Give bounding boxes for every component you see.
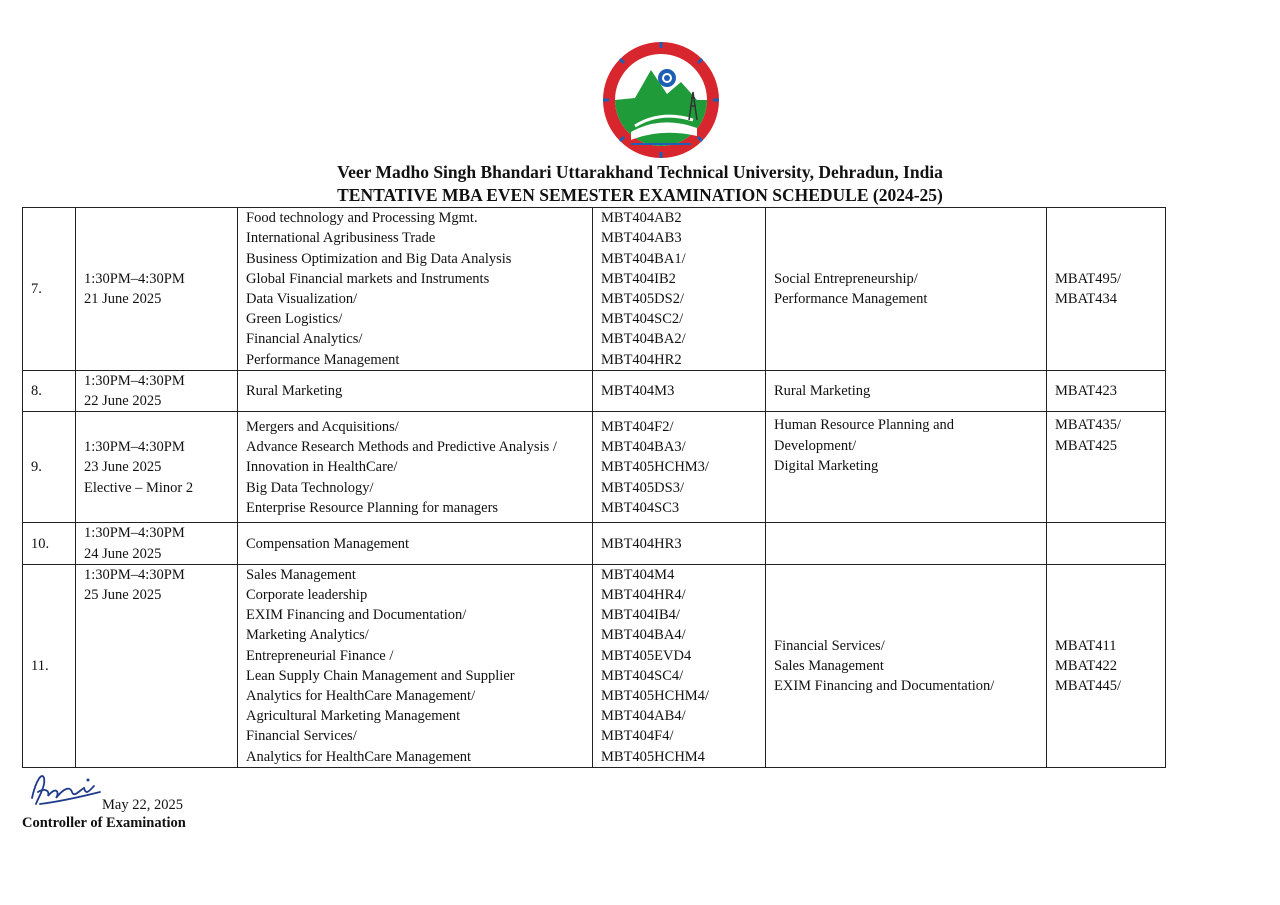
exam-date: 21 June 2025 xyxy=(84,291,162,307)
other-code: MBAT425 xyxy=(1055,437,1118,454)
serial-number: 10. xyxy=(23,523,76,564)
subject: Rural Marketing xyxy=(246,383,343,400)
serial-number: 9. xyxy=(23,412,76,523)
subject: Sales Management xyxy=(246,566,356,583)
subject-code: MBT404IB4/ xyxy=(601,607,680,624)
subject-code: MBT404AB3 xyxy=(601,230,682,247)
subject: Agricultural Marketing Management xyxy=(246,708,461,725)
subject-code: MBT404BA1/ xyxy=(601,250,686,267)
university-name: Veer Madho Singh Bhandari Uttarakhand Technical University, Dehradun, India xyxy=(337,162,943,182)
exam-time: 1:30PM–4:30PM xyxy=(84,439,185,456)
subject: Enterprise Resource Planning for managers xyxy=(246,499,499,516)
elective-note: Elective – Minor 2 xyxy=(84,479,194,496)
exam-date: 23 June 2025 xyxy=(84,459,162,476)
date-time-cell xyxy=(76,412,238,523)
subject: Big Data Technology/ xyxy=(246,479,374,496)
other-subjects-cell xyxy=(766,523,1047,564)
codes-cell xyxy=(593,564,766,767)
date-time-cell xyxy=(76,208,238,371)
subject-code: MBT404AB2 xyxy=(601,210,682,227)
subject: Food technology and Processing Mgmt. xyxy=(246,210,478,227)
exam-time: 1:30PM–4:30PM xyxy=(84,373,185,389)
subject: Data Visualization/ xyxy=(246,291,358,307)
other-code: MBAT423 xyxy=(1055,383,1118,400)
subject-code: MBT404SC4/ xyxy=(601,667,684,684)
other-code: MBAT495/ xyxy=(1055,270,1122,287)
subject: Lean Supply Chain Management and Supplier xyxy=(246,667,515,684)
subject-code: MBT404M3 xyxy=(601,383,675,400)
other-subject: Digital Marketing xyxy=(774,457,879,474)
subject-code: MBT405DS2/ xyxy=(601,291,684,307)
other-codes-cell xyxy=(1047,412,1166,523)
subject-code: MBT405HCHM4/ xyxy=(601,688,709,705)
serial-number: 8. xyxy=(23,371,76,412)
other-codes-cell xyxy=(1047,208,1166,371)
signature-date: May 22, 2025 xyxy=(102,797,183,813)
other-code: MBAT435/ xyxy=(1055,417,1122,434)
subject: Performance Management xyxy=(246,351,400,368)
subject-code: MBT404BA3/ xyxy=(601,439,686,456)
other-subjects-cell xyxy=(766,564,1047,767)
subject-code: MBT404SC3 xyxy=(601,499,680,516)
subject: Compensation Management xyxy=(246,535,410,552)
schedule-title: TENTATIVE MBA EVEN SEMESTER EXAMINATION SCHEDULE (2024-25) xyxy=(337,185,943,205)
other-subject: Performance Management xyxy=(774,291,928,307)
subject: Financial Services/ xyxy=(246,728,357,745)
signature-icon xyxy=(26,768,106,810)
table-row xyxy=(23,371,1166,412)
other-subject: Development/ xyxy=(774,437,857,454)
subject: Analytics for HealthCare Management xyxy=(246,748,472,765)
date-time-cell xyxy=(76,564,238,767)
serial-number: 11. xyxy=(23,564,76,767)
exam-date: 25 June 2025 xyxy=(84,587,162,604)
codes-cell xyxy=(593,412,766,523)
other-subject: Human Resource Planning and xyxy=(774,417,955,434)
other-subject: Financial Services/ xyxy=(774,637,885,654)
subject: Innovation in HealthCare/ xyxy=(246,459,398,476)
serial-number: 7. xyxy=(23,208,76,371)
subject-code: MBT405HCHM4 xyxy=(601,748,705,765)
table-row xyxy=(23,412,1166,523)
subject: Global Financial markets and Instruments xyxy=(246,270,490,287)
other-subjects-cell xyxy=(766,208,1047,371)
subject: Entrepreneurial Finance / xyxy=(246,647,394,664)
subject-code: MBT405HCHM3/ xyxy=(601,459,709,476)
exam-time: 1:30PM–4:30PM xyxy=(84,270,185,287)
other-subjects-cell xyxy=(766,371,1047,412)
exam-time: 1:30PM–4:30PM xyxy=(84,525,185,542)
other-code: MBAT422 xyxy=(1055,657,1118,674)
subjects-cell xyxy=(238,371,593,412)
subject-code: MBT404AB4/ xyxy=(601,708,686,725)
other-subjects-cell xyxy=(766,412,1047,523)
subject-code: MBT404F4/ xyxy=(601,728,674,745)
other-codes-cell xyxy=(1047,371,1166,412)
subjects-cell xyxy=(238,208,593,371)
subject: Analytics for HealthCare Management/ xyxy=(246,688,476,705)
subject-code: MBT404HR3 xyxy=(601,535,682,552)
subject-code: MBT405DS3/ xyxy=(601,479,684,496)
exam-schedule-table xyxy=(22,207,1166,768)
subject: Business Optimization and Big Data Analysis xyxy=(246,250,512,267)
table-row xyxy=(23,523,1166,564)
university-logo xyxy=(601,40,721,160)
other-subject: Sales Management xyxy=(774,657,884,674)
exam-date: 22 June 2025 xyxy=(84,393,162,410)
other-codes-cell xyxy=(1047,523,1166,564)
subject-code: MBT404F2/ xyxy=(601,418,674,435)
table-row xyxy=(23,564,1166,767)
other-code: MBAT434 xyxy=(1055,291,1118,307)
subject: International Agribusiness Trade xyxy=(246,230,436,247)
subject-code: MBT404HR2 xyxy=(601,351,682,368)
controller-designation: Controller of Examination xyxy=(22,815,186,831)
other-subject: Rural Marketing xyxy=(774,383,871,400)
subject-code: MBT404HR4/ xyxy=(601,587,686,604)
codes-cell xyxy=(593,208,766,371)
table-row xyxy=(23,208,1166,371)
subject: Advance Research Methods and Predictive Analysis / xyxy=(246,439,557,456)
subject: Green Logistics/ xyxy=(246,311,343,328)
exam-date: 24 June 2025 xyxy=(84,545,162,562)
subjects-cell xyxy=(238,412,593,523)
subject: EXIM Financing and Documentation/ xyxy=(246,607,467,624)
exam-time: 1:30PM–4:30PM xyxy=(84,566,185,583)
subject-code: MBT404BA4/ xyxy=(601,627,686,644)
subject-code: MBT404SC2/ xyxy=(601,311,684,328)
other-code: MBAT411 xyxy=(1055,637,1117,654)
codes-cell xyxy=(593,371,766,412)
other-subject: Social Entrepreneurship/ xyxy=(774,270,918,287)
date-time-cell xyxy=(76,371,238,412)
other-subject: EXIM Financing and Documentation/ xyxy=(774,677,995,694)
subject-code: MBT404BA2/ xyxy=(601,331,686,348)
subject-code: MBT404M4 xyxy=(601,566,675,583)
other-codes-cell xyxy=(1047,564,1166,767)
subject: Mergers and Acquisitions/ xyxy=(246,418,399,435)
other-code: MBAT445/ xyxy=(1055,677,1122,694)
date-time-cell xyxy=(76,523,238,564)
subject-code: MBT405EVD4 xyxy=(601,647,692,664)
subject: Marketing Analytics/ xyxy=(246,627,369,644)
subjects-cell xyxy=(238,564,593,767)
codes-cell xyxy=(593,523,766,564)
subject-code: MBT404IB2 xyxy=(601,270,676,287)
subject: Financial Analytics/ xyxy=(246,331,363,348)
subject: Corporate leadership xyxy=(246,587,368,604)
subjects-cell xyxy=(238,523,593,564)
